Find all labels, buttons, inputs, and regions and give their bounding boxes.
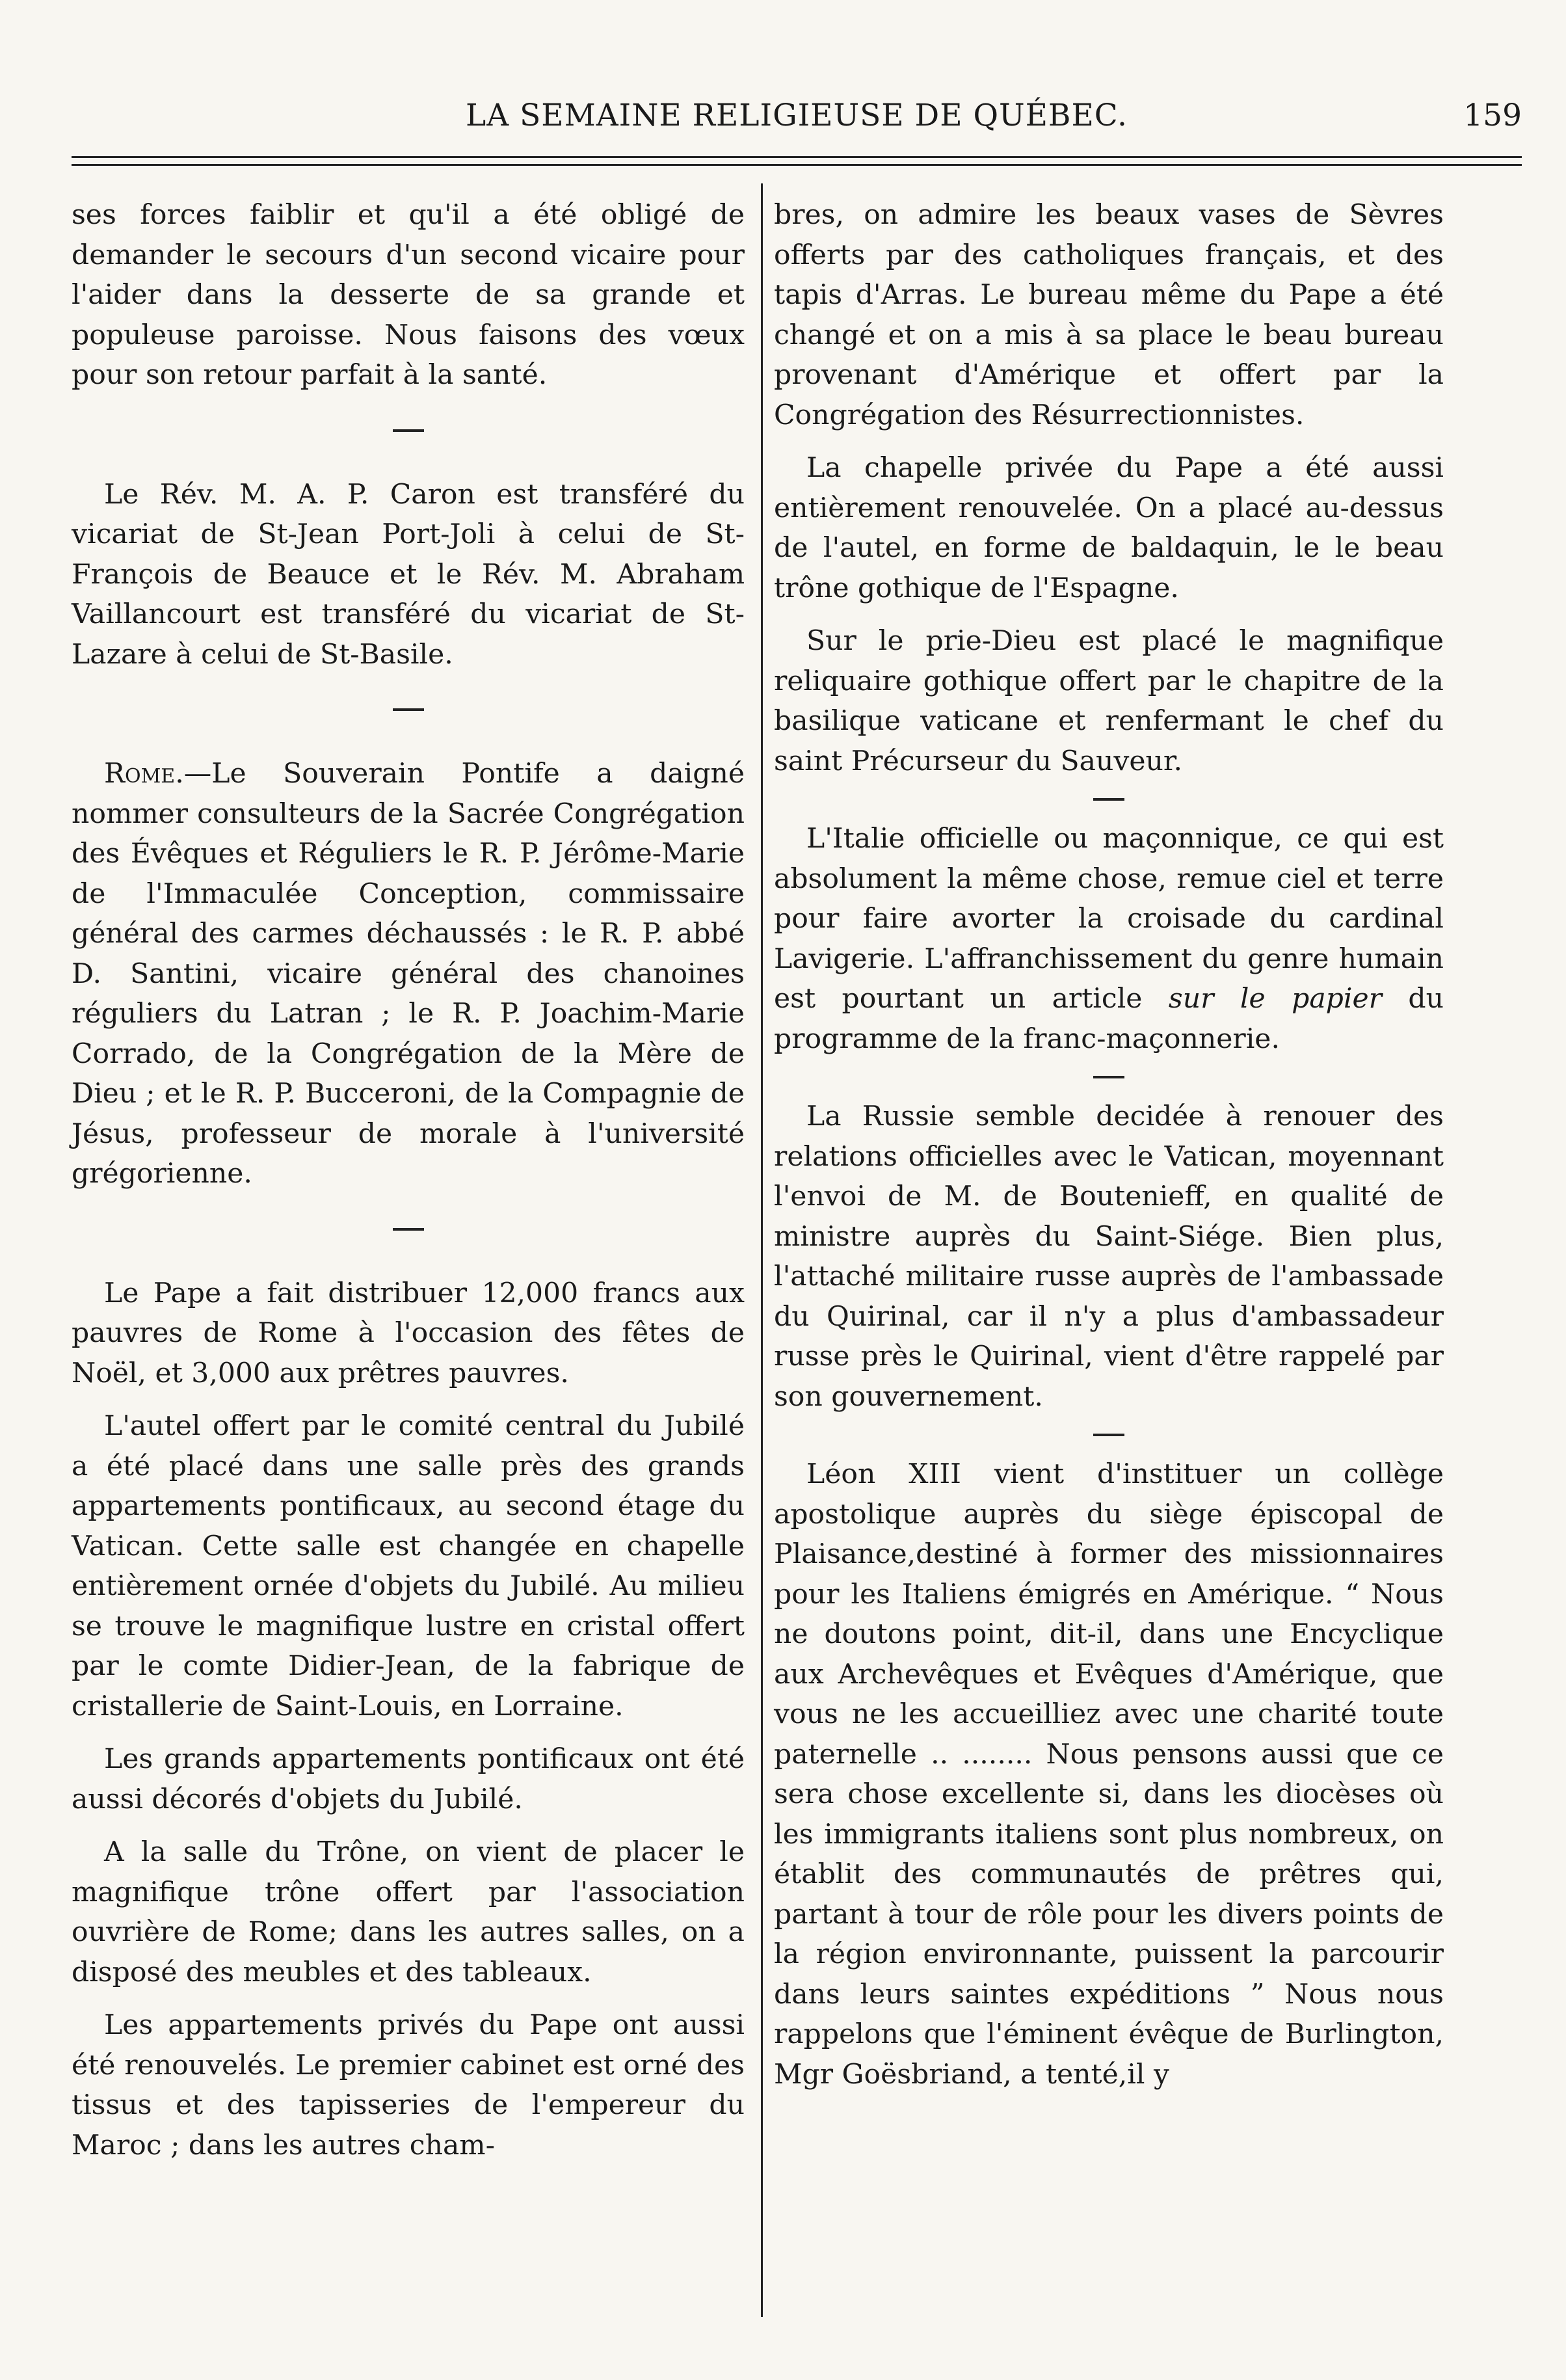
paragraph: La chapelle privée du Pape a été aussi entièrement renouvelée. On a placé au-dessus de l'autel, en forme de baldaquin, le le beau trône gothique de l'Espagne. (774, 452, 1444, 604)
right-column (774, 195, 1444, 2094)
left-column (72, 195, 745, 2165)
paragraph-text: L'Italie officielle ou maçonnique, ce qui est absolument la même chose, remue ciel et terre pour faire avorter la croisade du cardinal Lavigerie. L'affranchissement du genre humain est pourtant un article (774, 823, 1444, 1015)
paragraph: Léon XIII vient d'instituer un collège apostolique auprès du siège épiscopal de Plaisance,destiné à former des missionnaires pour les Italiens émigrés en Amérique. “ Nous ne doutons point, dit-il, dans une Encyclique aux Archevêques et Evêques d'Amérique, que vous ne les accueilliez avec une charité toute paternelle .. ........ Nous pensons aussi que ce sera chose excellente si, dans les diocèses où les immigrants italiens sont plus nombreux, on établit des communautés de prêtres qui, partant à tour de rôle pour les divers points de la région environnante, puissent la parcourir dans leurs saintes expéditions ” Nous nous rappelons que l'éminent évêque de Burlington, Mgr Goësbriand, a tenté,il y (774, 1458, 1444, 2091)
paragraph: A la salle du Trône, on vient de placer le magnifique trône offert par l'association ouvrière de Rome; dans les autres salles, on a disposé des meubles et des tableaux. (72, 1836, 745, 1988)
header-rule-top (72, 156, 1522, 158)
section-separator (393, 429, 424, 432)
paragraph (72, 754, 745, 1194)
paragraph: ses forces faiblir et qu'il a été obligé de demander le secours d'un second vicaire pour l'aider dans la desserte de sa grande et populeuse paroisse. Nous faisons des vœux pour son retour parfait à la santé. (72, 199, 745, 391)
section-lead: Rome. (104, 758, 184, 790)
paragraph: Les appartements privés du Pape ont aussi été renouvelés. Le premier cabinet est orné des tissus et des tapisseries de l'empereur du Maroc ; dans les autres cham- (72, 2009, 745, 2161)
section-separator (393, 708, 424, 711)
section-separator (1093, 1076, 1124, 1078)
paragraph: Sur le prie-Dieu est placé le magnifique reliquaire gothique offert par le chapitre de la basilique vaticane et renfermant le chef du saint Précurseur du Sauveur. (774, 625, 1444, 777)
paragraph (774, 819, 1444, 1059)
paragraph-text: —Le Souverain Pontife a daigné nommer consulteurs de la Sacrée Congrégation des Évêques et Réguliers le R. P. Jérôme-Marie de l'Immaculée Conception, commissaire général des carmes déchaussés : le R. P. abbé D. Santini, vicaire général des chanoines réguliers du Latran ; le R. P. Joachim-Marie Corrado, de la Congrégation de la Mère de Dieu ; et le R. P. Bucceroni, de la Compagnie de Jésus, professeur de morale à l'université grégorienne. (72, 758, 745, 1190)
paragraph-text: du programme de la franc-maçonnerie. (774, 983, 1444, 1055)
running-title: LA SEMAINE RELIGIEUSE DE QUÉBEC. (465, 98, 1128, 133)
page-header (72, 98, 1522, 137)
paragraph: Les grands appartements pontificaux ont été aussi décorés d'objets du Jubilé. (72, 1743, 745, 1815)
section-separator (1093, 1434, 1124, 1436)
paragraph: L'autel offert par le comité central du Jubilé a été placé dans une salle près des grands appartements pontificaux, au second étage du Vatican. Cette salle est changée en chapelle entièrement ornée d'objets du Jubilé. Au milieu se trouve le magnifique lustre en cristal offert par le comte Didier-Jean, de la fabrique de cristallerie de Saint-Louis, en Lorraine. (72, 1410, 745, 1722)
paragraph: La Russie semble decidée à renouer des relations officielles avec le Vatican, moyennant l'envoi de M. de Boutenieff, en qualité de ministre auprès du Saint-Siége. Bien plus, l'attaché militaire russe auprès de l'ambassade du Quirinal, car il n'y a plus d'ambassadeur russe près le Quirinal, vient d'être rappelé par son gouvernement. (774, 1101, 1444, 1413)
emphasis-text: sur le papier (1168, 983, 1382, 1015)
paragraph: Le Pape a fait distribuer 12,000 francs aux pauvres de Rome à l'occasion des fêtes de Noël, et 3,000 aux prêtres pauvres. (72, 1277, 745, 1389)
header-rule-bottom (72, 164, 1522, 166)
section-separator (393, 1228, 424, 1231)
paragraph: bres, on admire les beaux vases de Sèvres offerts par des catholiques français, et des tapis d'Arras. Le bureau même du Pape a été changé et on a mis à sa place le beau bureau provenant d'Amérique et offert par la Congrégation des Résurrectionnistes. (774, 199, 1444, 431)
page-number: 159 (1463, 98, 1522, 133)
column-divider (761, 183, 763, 2317)
paragraph: Le Rév. M. A. P. Caron est transféré du vicariat de St-Jean Port-Joli à celui de St-François de Beauce et le Rév. M. Abraham Vaillancourt est transféré du vicariat de St-Lazare à celui de St-Basile. (72, 478, 745, 671)
section-separator (1093, 798, 1124, 801)
